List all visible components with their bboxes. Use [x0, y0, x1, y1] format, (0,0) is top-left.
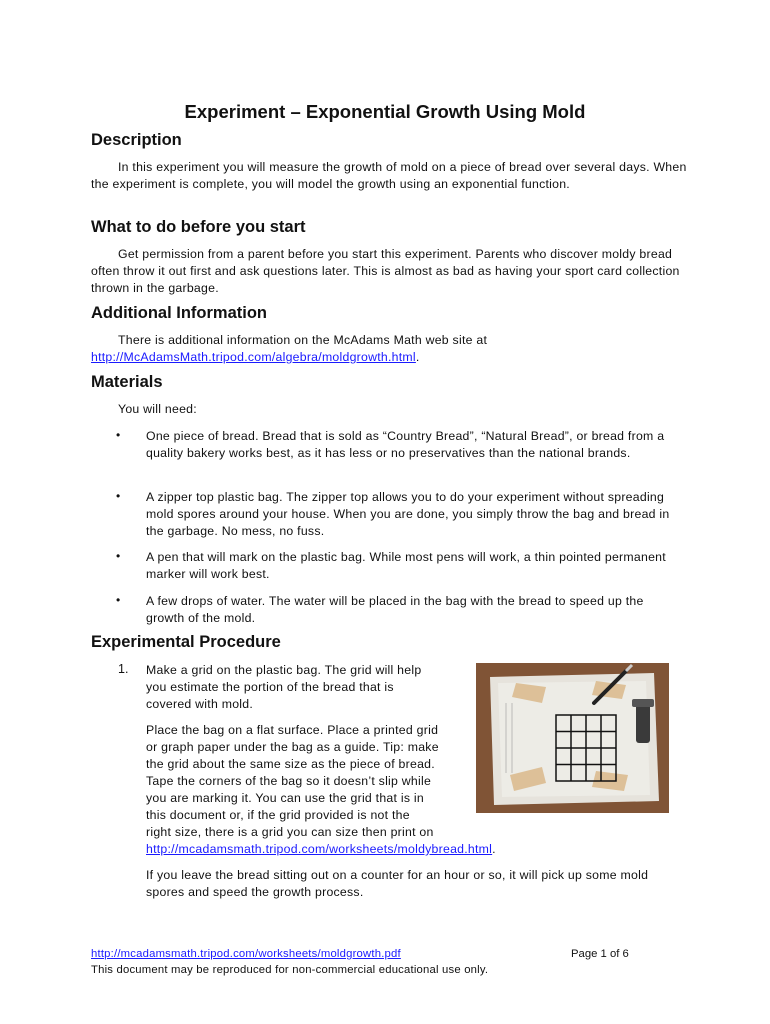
bullet-point: • — [116, 593, 121, 607]
step-line: you estimate the portion of the bread that is — [146, 680, 394, 694]
step-line: the grid about the same size as the piece of bread. — [146, 757, 435, 771]
clipboard-grid-photo — [476, 663, 669, 813]
footer-link[interactable]: http://mcadamsmath.tripod.com/worksheets/moldgrowth.pdf — [91, 948, 401, 960]
materials-intro: You will need: — [118, 402, 197, 416]
moldybread-link[interactable]: http://mcadamsmath.tripod.com/worksheets/moldybread.html — [146, 842, 493, 856]
step-number: 1. — [118, 662, 129, 676]
description-text — [91, 159, 691, 193]
step-line: you are marking it. You can use the grid that is in — [146, 791, 424, 805]
step-line: Place the bag on a flat surface. Place a printed grid — [146, 723, 439, 737]
moldgrowth-link[interactable]: http://McAdamsMath.tripod.com/algebra/moldgrowth.html — [91, 350, 416, 364]
additional-info-heading: Additional Information — [91, 304, 267, 322]
step-line: Tape the corners of the bag so it doesn’t slip while — [146, 774, 432, 788]
step-line: covered with mold. — [146, 697, 254, 711]
before-start-body: Get permission from a parent before you start this experiment. Parents who discover moldy bread often throw it out first and ask questions later. This is almost as bad as having your sport card collection thrown in the garbage. — [91, 247, 680, 295]
materials-item: A pen that will mark on the plastic bag. While most pens will work, a thin pointed permanent marker will work best. — [146, 550, 666, 581]
step-text-a — [146, 662, 421, 713]
before-start-heading: What to do before you start — [91, 218, 306, 236]
bullet-point: • — [116, 428, 121, 442]
step-link-suffix: . — [492, 842, 496, 856]
step-link-line — [146, 841, 496, 858]
step-line: this document or, if the grid provided is not the — [146, 808, 410, 822]
page-number: Page 1 of 6 — [571, 948, 629, 960]
step-line: Make a grid on the plastic bag. The grid will help — [146, 663, 422, 677]
materials-item: One piece of bread. Bread that is sold as “Country Bread”, “Natural Bread”, or bread from a quality bakery works best, as it has less or no preservatives than the national brands. — [146, 429, 665, 460]
bullet-point: • — [116, 549, 121, 563]
materials-item: A few drops of water. The water will be placed in the bag with the bread to speed up the growth of the mold. — [146, 594, 644, 625]
materials-heading: Materials — [91, 373, 163, 391]
step-line: or graph paper under the bag as a guide. Tip: make — [146, 740, 439, 754]
additional-info-text — [91, 332, 691, 366]
additional-info-suffix: . — [415, 350, 420, 364]
step-text-b — [146, 722, 496, 858]
additional-info-body: There is additional information on the McAdams Math web site at — [118, 333, 488, 347]
materials-item: A zipper top plastic bag. The zipper top allows you to do your experiment without spreading mold spores around your house. When you are done, you simply throw the bag and bread in the garbage. No mess, no fuss. — [146, 490, 670, 538]
page-title: Experiment – Exponential Growth Using Mold — [184, 101, 586, 122]
procedure-heading: Experimental Procedure — [91, 633, 281, 651]
before-start-text — [91, 246, 691, 297]
footer-note: This document may be reproduced for non-commercial educational use only. — [91, 964, 489, 976]
step-line: right size, there is a grid you can size then print on — [146, 825, 434, 839]
description-body: In this experiment you will measure the growth of mold on a piece of bread over several days. When the experiment is complete, you will model the growth using an exponential function. — [91, 160, 687, 191]
step-tail: If you leave the bread sitting out on a counter for an hour or so, it will pick up some mold spores and speed the growth process. — [146, 868, 649, 899]
bullet-point: • — [116, 489, 121, 503]
description-heading: Description — [91, 131, 182, 149]
